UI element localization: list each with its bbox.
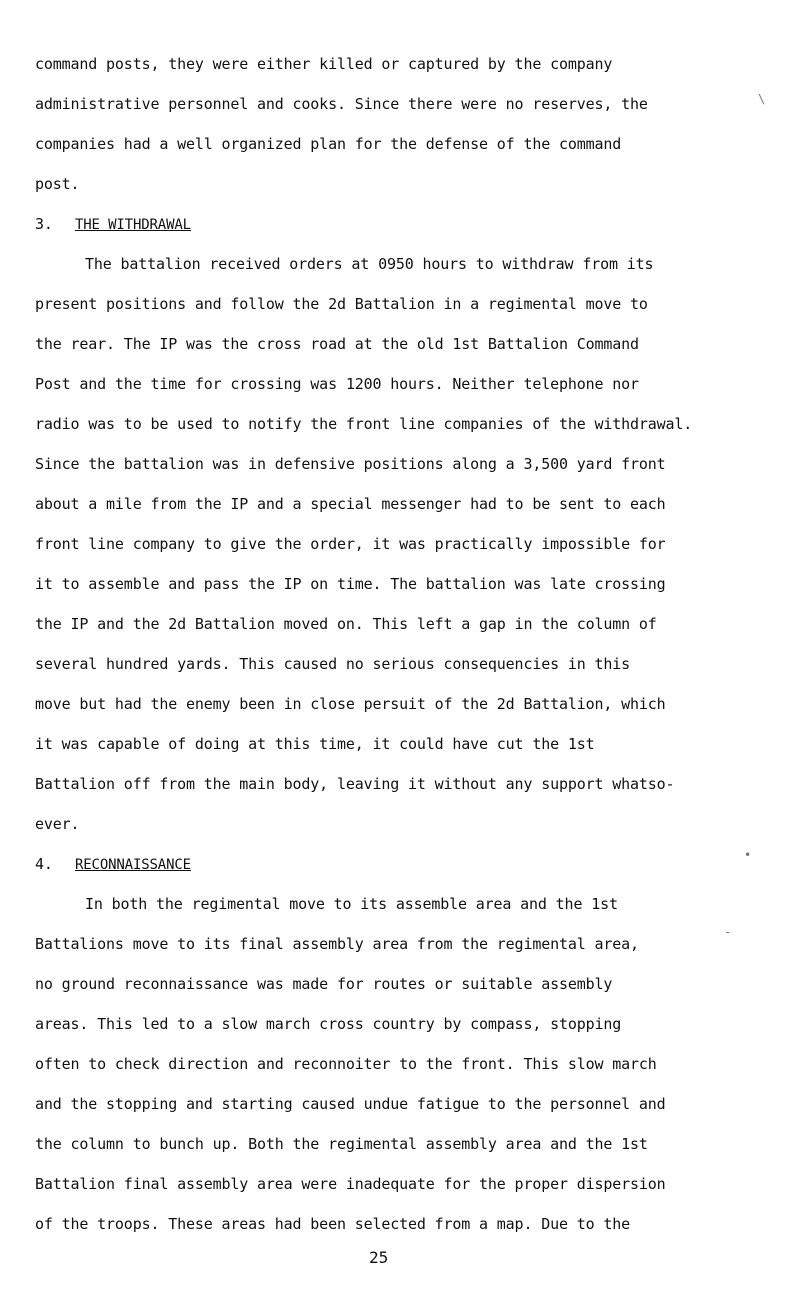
section-title: THE WITHDRAWAL [75, 217, 191, 233]
text-line: move but had the enemy been in close persuit of the 2d Battalion, which [35, 695, 666, 713]
section-title: RECONNAISSANCE [75, 857, 191, 873]
stray-mark: • [744, 848, 752, 862]
text-line: Since the battalion was in defensive positions along a 3,500 yard front [35, 455, 666, 473]
text-line: command posts, they were either killed or captured by the company [35, 55, 613, 73]
text-line: it was capable of doing at this time, it could have cut the 1st [35, 735, 595, 753]
text-line: present positions and follow the 2d Battalion in a regimental move to [35, 295, 648, 313]
text-line: ever. [35, 815, 80, 833]
text-line: In both the regimental move to its assemble area and the 1st [85, 895, 618, 913]
text-line: radio was to be used to notify the front line companies of the withdrawal. [35, 415, 693, 433]
text-line: about a mile from the IP and a special messenger had to be sent to each [35, 495, 666, 513]
text-line: the column to bunch up. Both the regimental assembly area and the 1st [35, 1135, 648, 1153]
section-heading [35, 214, 191, 235]
text-line: The battalion received orders at 0950 hours to withdraw from its [85, 255, 654, 273]
margin-mark: \ [758, 92, 766, 106]
text-line: companies had a well organized plan for the defense of the command [35, 135, 622, 153]
text-line: several hundred yards. This caused no serious consequencies in this [35, 655, 631, 673]
text-line: Battalion off from the main body, leaving it without any support whatso- [35, 775, 675, 793]
text-line: Battalions move to its final assembly area from the regimental area, [35, 935, 639, 953]
text-line: administrative personnel and cooks. Since there were no reserves, the [35, 95, 648, 113]
text-line: areas. This led to a slow march cross country by compass, stopping [35, 1015, 622, 1033]
page-number: 25 [369, 1248, 389, 1267]
text-line: and the stopping and starting caused undue fatigue to the personnel and [35, 1095, 666, 1113]
text-line: of the troops. These areas had been selected from a map. Due to the [35, 1215, 631, 1233]
text-line: front line company to give the order, it was practically impossible for [35, 535, 666, 553]
text-line: often to check direction and reconnoiter to the front. This slow march [35, 1055, 657, 1073]
text-line: no ground reconnaissance was made for routes or suitable assembly [35, 975, 613, 993]
text-line: post. [35, 175, 80, 193]
section-number: 4. [35, 855, 53, 873]
section-heading [35, 854, 191, 875]
text-line: Post and the time for crossing was 1200 hours. Neither telephone nor [35, 375, 639, 393]
text-line: the rear. The IP was the cross road at the old 1st Battalion Command [35, 335, 639, 353]
text-line: Battalion final assembly area were inadequate for the proper dispersion [35, 1175, 666, 1193]
text-line: the IP and the 2d Battalion moved on. This left a gap in the column of [35, 615, 657, 633]
stray-mark: - [724, 925, 732, 939]
section-number: 3. [35, 215, 53, 233]
text-line: it to assemble and pass the IP on time. The battalion was late crossing [35, 575, 666, 593]
